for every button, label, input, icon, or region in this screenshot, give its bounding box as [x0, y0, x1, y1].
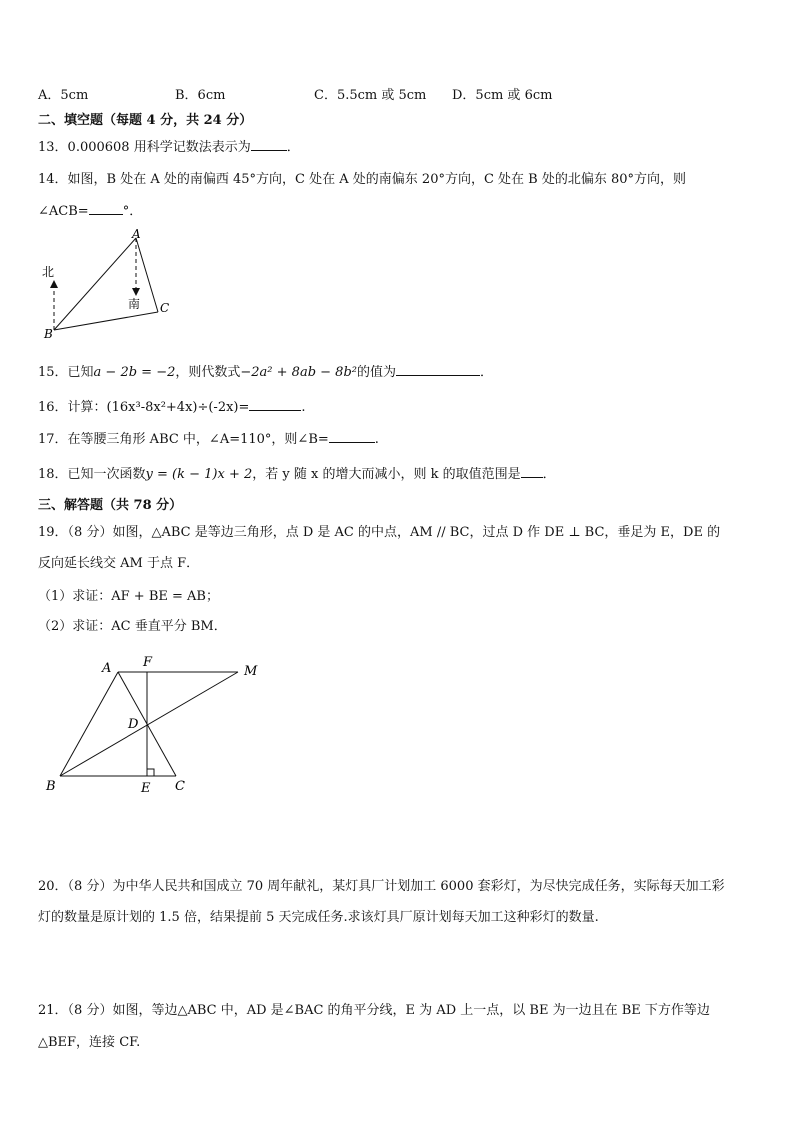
question-18-post: ，若 y 随 x 的增大而减小，则 k 的取值范围是 — [252, 467, 521, 482]
option-d: D．5cm 或 6cm — [452, 88, 553, 103]
label-b: B — [46, 779, 56, 794]
question-13-text: 13．0.000608 用科学记数法表示为 — [38, 140, 251, 155]
question-20-line1: 20．（8 分）为中华人民共和国成立 70 周年献礼，某灯具厂计划加工 6000 套彩灯，为尽快完成任务，实际每天加工彩 — [38, 879, 725, 894]
question-15-end: ． — [480, 365, 494, 380]
question-18 — [38, 463, 556, 482]
question-17-text: 17．在等腰三角形 ABC 中，∠A=110°，则∠B= — [38, 432, 329, 447]
question-21-line2: △BEF，连接 CF. — [38, 1035, 141, 1050]
label-e: E — [141, 781, 151, 796]
question-17-end: . — [374, 432, 379, 447]
answer-blank[interactable] — [249, 398, 301, 411]
question-19-figure — [40, 650, 270, 800]
section-fill-in-title: 二、填空题（每题 4 分，共 24 分） — [38, 113, 253, 128]
question-16-text: 16．计算：(16x³-8x²+4x)÷(-2x)= — [38, 400, 250, 415]
answer-blank[interactable] — [329, 430, 375, 443]
label-a: A — [132, 227, 141, 241]
question-15-expr2: −2a² + 8ab − 8b² — [240, 365, 357, 380]
question-14-figure — [30, 226, 180, 344]
segment-ab — [60, 672, 118, 776]
question-14-angle: ∠ACB= — [38, 204, 89, 219]
segment-ba — [54, 238, 136, 330]
section-solutions-title: 三、解答题（共 78 分） — [38, 498, 183, 513]
question-16-end: . — [301, 400, 306, 415]
label-north: 北 — [42, 265, 55, 279]
label-c: C — [175, 779, 185, 794]
question-14-degree: °． — [122, 204, 143, 219]
right-angle-mark — [147, 769, 154, 776]
question-13 — [38, 136, 300, 155]
question-16 — [38, 396, 306, 415]
label-a: A — [102, 661, 112, 676]
question-15-post: 的值为 — [356, 365, 396, 380]
answer-blank[interactable] — [89, 202, 123, 215]
option-c: C．5.5cm 或 5cm — [314, 88, 427, 103]
label-c: C — [160, 301, 170, 315]
question-21-line1: 21．（8 分）如图，等边△ABC 中，AD 是∠BAC 的角平分线，E 为 AD 上一点，以 BE 为一边且在 BE 下方作等边 — [38, 1003, 710, 1018]
question-19-part2: （2）求证：AC 垂直平分 BM． — [38, 619, 227, 634]
question-18-pre: 18．已知一次函数 — [38, 467, 146, 482]
option-b: B．6cm — [175, 88, 226, 103]
south-arrow-icon — [132, 288, 140, 296]
question-20-line2: 灯的数量是原计划的 1.5 倍，结果提前 5 天完成任务.求该灯具厂原计划每天加工这种彩灯的数量. — [38, 910, 599, 925]
label-f: F — [143, 655, 153, 670]
label-south: 南 — [128, 297, 141, 311]
answer-blank[interactable] — [521, 465, 543, 478]
question-17 — [38, 428, 379, 447]
question-18-end: ． — [542, 467, 556, 482]
question-15 — [38, 361, 493, 380]
label-m: M — [244, 664, 258, 679]
north-arrow-icon — [50, 280, 58, 288]
option-a: A．5cm — [38, 88, 89, 103]
question-15-mid: ，则代数式 — [175, 365, 241, 380]
segment-bm — [60, 672, 238, 776]
label-d: D — [128, 717, 139, 732]
question-19-line1: 19．（8 分）如图，△ABC 是等边三角形，点 D 是 AC 的中点，AM // BC，过点 D 作 DE ⊥ BC，垂足为 E，DE 的 — [38, 525, 721, 540]
answer-blank[interactable] — [251, 138, 287, 151]
question-18-expr: y = (k − 1)x + 2 — [145, 467, 253, 482]
question-14-line1: 14．如图，B 处在 A 处的南偏西 45°方向，C 处在 A 处的南偏东 20°方向，C 处在 B 处的北偏东 80°方向，则 — [38, 172, 687, 187]
question-19-part1: （1）求证：AF + BE = AB； — [38, 589, 219, 604]
question-15-pre: 15．已知 — [38, 365, 94, 380]
answer-blank[interactable] — [396, 363, 480, 376]
segment-bc — [54, 312, 158, 330]
question-14-line2 — [38, 200, 142, 219]
question-13-end: ． — [286, 140, 300, 155]
question-19-line2: 反向延长线交 AM 于点 F． — [38, 556, 200, 571]
label-b: B — [44, 327, 53, 341]
question-15-expr1: a − 2b = −2 — [93, 365, 176, 380]
